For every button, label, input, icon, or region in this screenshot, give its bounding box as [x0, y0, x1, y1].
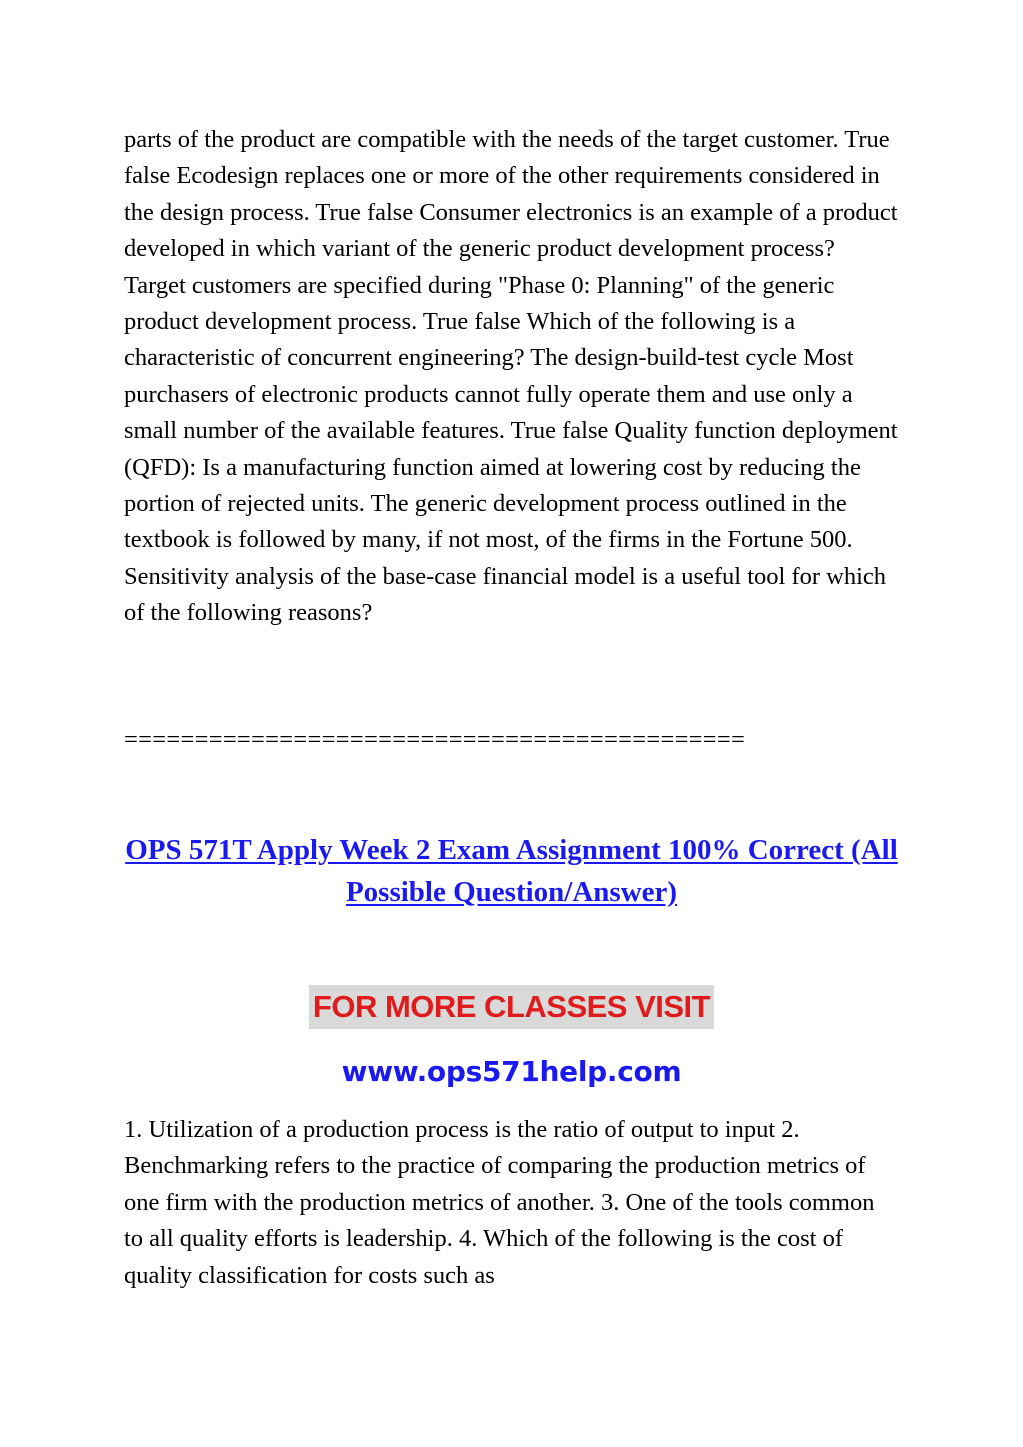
intro-paragraph: parts of the product are compatible with the needs of the target customer. True false Ecodesign replaces one or more of the other requirements considered in the design process. True false Consumer electronics is an example of a product developed in which variant of the generic product development process? Target customers are specified during "Phase 0: Planning" of the generic product development process. True false Which of the following is a characteristic of concurrent engineering? The design-build-test cycle Most purchasers of electronic products cannot fully operate them and use only a small number of the available features. True false Quality function deployment (QFD): Is a manufacturing function aimed at lowering cost by reducing the portion of rejected units. The generic development process outlined in the textbook is followed by many, if not most, of the firms in the Fortune 500. Sensitivity analysis of the base-case financial model is a useful tool for which of the following reasons?	[124, 126, 898, 627]
cta-banner	[0, 985, 1023, 1029]
title-link[interactable]: OPS 571T Apply Week 2 Exam Assignment 100% Correct (All Possible Question/Answer)	[125, 834, 898, 908]
website-link[interactable]: www.ops571help.com	[341, 1055, 682, 1088]
body-paragraph: 1. Utilization of a production process is the ratio of output to input 2. Benchmarking refers to the practice of comparing the production metrics of one firm with the production metrics of another. 3. One of the tools common to all quality efforts is leadership. 4. Which of the following is the cost of quality classification for costs such as	[124, 1116, 875, 1289]
separator-line: ============================================	[124, 726, 746, 753]
cta-text: FOR MORE CLASSES VISIT	[309, 985, 714, 1029]
